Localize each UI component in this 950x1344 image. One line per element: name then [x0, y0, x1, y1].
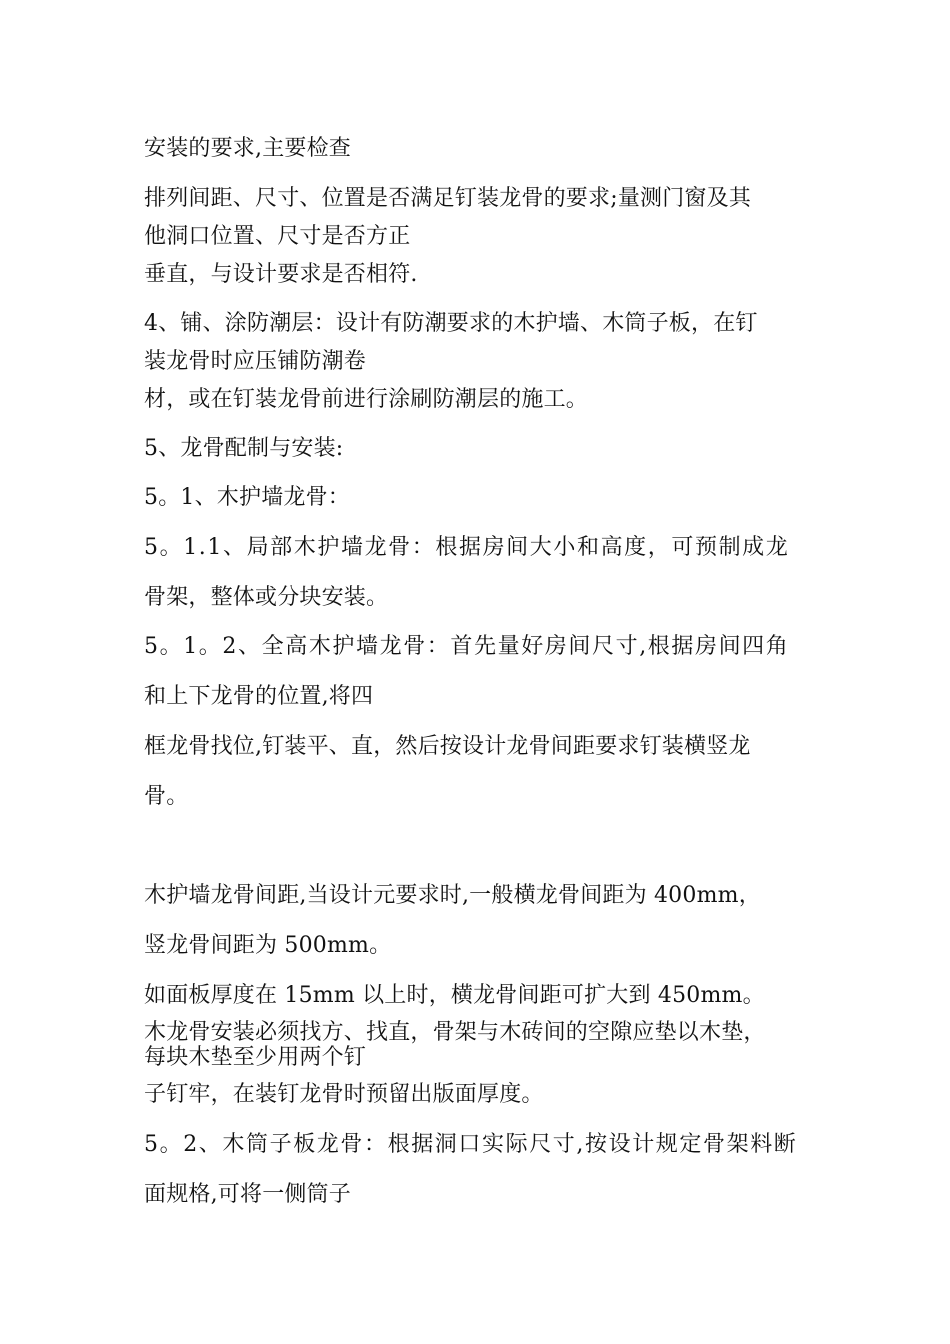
text-line: 安装的要求,主要检查: [144, 136, 351, 161]
text-line: 排列间距、尺寸、位置是否满足钉装龙骨的要求;量测门窗及其: [144, 186, 752, 211]
text-line: 4、铺、涂防潮层：设计有防潮要求的木护墙、木筒子板，在钉: [144, 311, 758, 336]
text-line: 和上下龙骨的位置,将四: [144, 684, 374, 709]
text-line: 他洞口位置、尺寸是否方正: [144, 224, 411, 249]
text-line: 骨架，整体或分块安装。: [144, 585, 389, 610]
text-line: 垂直，与设计要求是否相符.: [144, 262, 418, 287]
text-line: 如面板厚度在 15mm 以上时，横龙骨间距可扩大到 450mm。: [144, 983, 765, 1008]
text-line: 竖龙骨间距为 500mm。: [144, 933, 392, 958]
text-line: 材，或在钉装龙骨前进行涂刷防潮层的施工。: [144, 387, 589, 412]
text-line: 木龙骨安装必须找方、找直，骨架与木砖间的空隙应垫以木垫，: [144, 1020, 766, 1045]
text-line: 木护墙龙骨间距,当设计元要求时,一般横龙骨间距为 400mm，: [144, 883, 761, 908]
text-line: 5。2、木筒子板龙骨：根据洞口实际尺寸,按设计规定骨架料断: [144, 1132, 798, 1157]
text-line: 装龙骨时应压铺防潮卷: [144, 349, 367, 374]
text-line: 5。1、木护墙龙骨：: [144, 485, 350, 510]
text-line: 框龙骨找位,钉装平、直，然后按设计龙骨间距要求钉装横竖龙: [144, 734, 751, 759]
text-line: 5。1。2、全高木护墙龙骨：首先量好房间尺寸,根据房间四角: [144, 634, 790, 659]
text-line: 5。1.1、局部木护墙龙骨：根据房间大小和高度，可预制成龙: [144, 535, 790, 560]
text-line: 每块木垫至少用两个钉: [144, 1045, 367, 1070]
text-line: 子钉牢，在装钉龙骨时预留出版面厚度。: [144, 1082, 544, 1107]
text-line: 5、龙骨配制与安装:: [144, 436, 344, 461]
text-line: 骨。: [144, 784, 189, 809]
text-line: 面规格,可将一侧筒子: [144, 1182, 351, 1207]
